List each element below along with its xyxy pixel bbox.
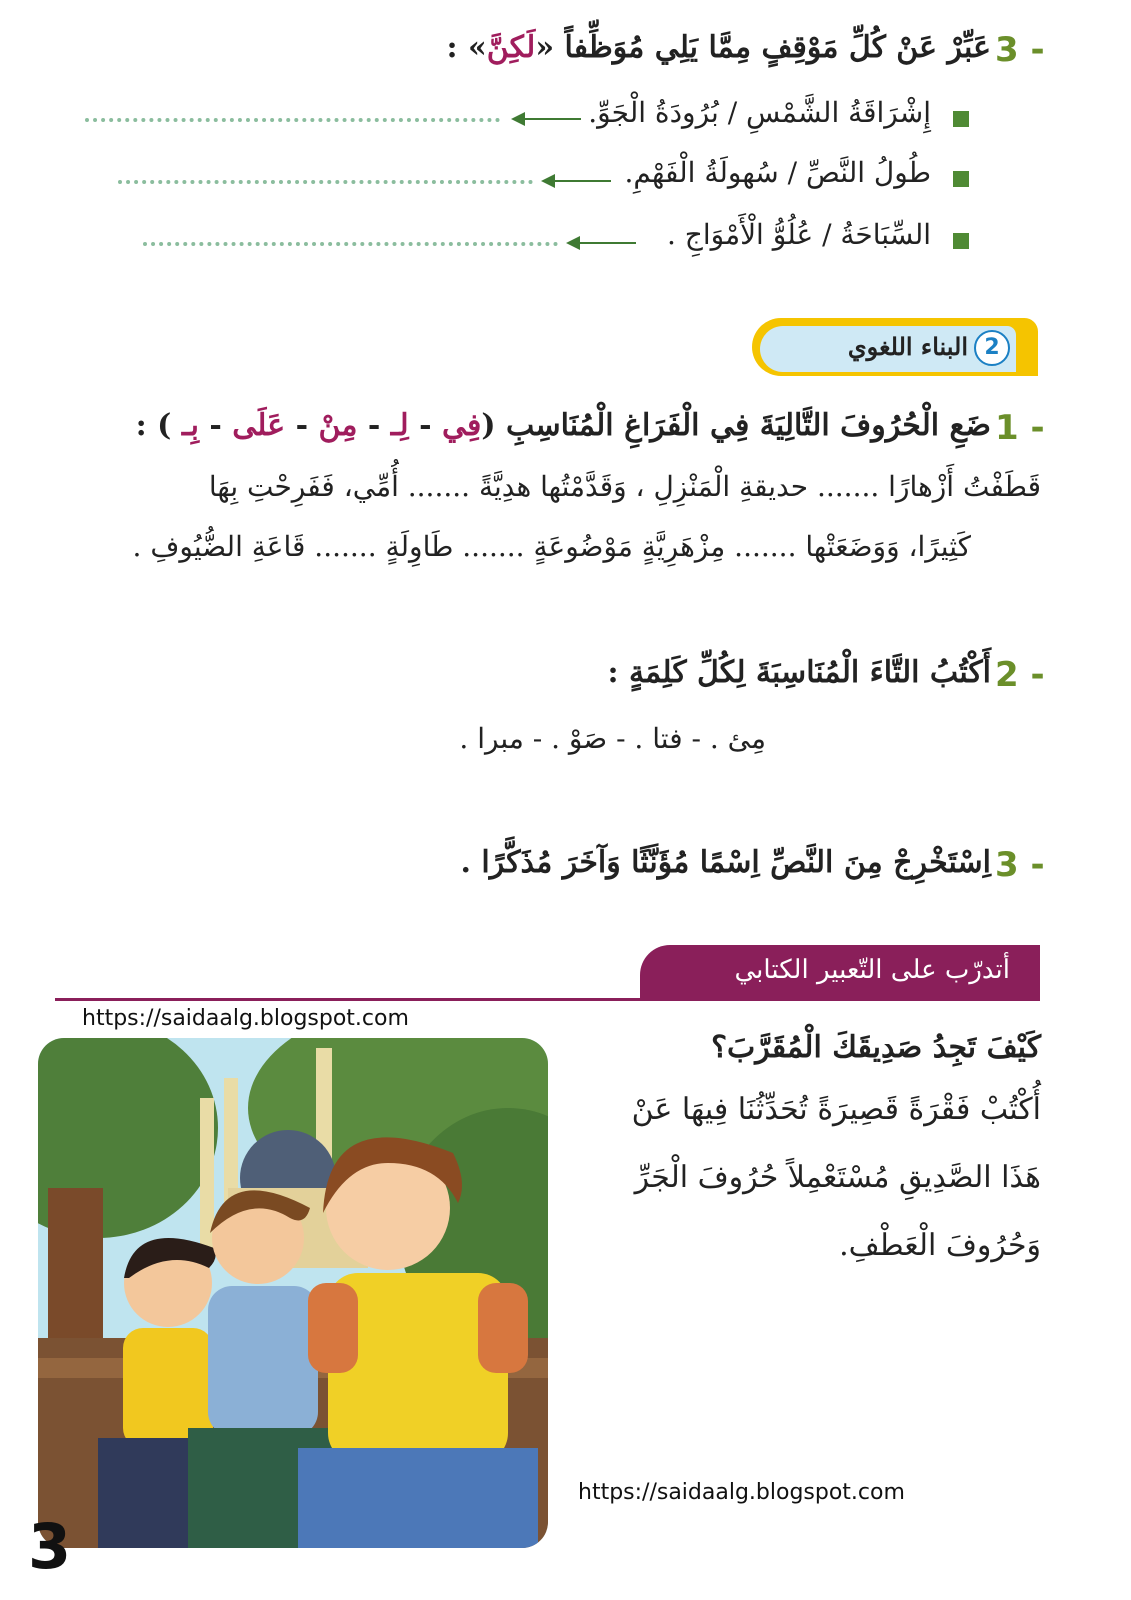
question-text: اِسْتَخْرِجْ مِنَ النَّصِّ اِسْمًا مُؤَنَّثًا وَآخَرَ مُذَكَّرًا . [460, 845, 991, 880]
bullet-icon [953, 111, 969, 127]
section-number-badge: 2 [974, 330, 1010, 366]
page-number: 3 [28, 1510, 72, 1583]
letter-separator: - [408, 408, 443, 443]
blog-url-link[interactable]: https://saidaalg.blogspot.com [82, 1006, 409, 1031]
list-item: السِّبَاحَةُ / عُلُوُّ الْأَمْوَاجِ . [666, 218, 931, 251]
keyword-lakinna: لَكِنَّ [486, 30, 536, 65]
answer-dotted-line[interactable] [85, 118, 500, 122]
question-text [136, 408, 991, 443]
question-number: 3 - [995, 30, 1045, 70]
question-text-tail: ) : [135, 408, 172, 443]
section-title: البناء اللغوي [847, 332, 968, 361]
writing-instruction-line: أُكْتُبْ فَقْرَةً قَصِيرَةً تُحَدِّثُنَا فِيهَا عَنْ [631, 1092, 1041, 1127]
writing-instruction-line: هَذَا الصَّدِيقِ مُسْتَعْمِلاً حُرُوفَ الْجَرِّ [634, 1160, 1041, 1195]
question-text-main: ضَعِ الْحُرُوفَ التَّالِيَةَ فِي الْفَرَاغِ الْمُنَاسِبِ ( [481, 408, 991, 443]
answer-dotted-line[interactable] [118, 180, 533, 184]
question-text: أَكْتُبُ التَّاءَ الْمُنَاسِبَةَ لِكُلِّ كَلِمَةٍ : [607, 655, 991, 690]
word-list: مِئ . - فتا . - صَوْ . - مبرا . [459, 722, 766, 755]
answer-dotted-line[interactable] [143, 242, 558, 246]
list-item: إِشْرَاقَةُ الشَّمْسِ / بُرُودَةُ الْجَوِّ. [588, 96, 931, 129]
letter-separator: - [198, 408, 233, 443]
letter-separator: - [357, 408, 391, 443]
blog-url-link[interactable]: https://saidaalg.blogspot.com [578, 1480, 905, 1505]
question-number: 1 - [995, 408, 1045, 448]
list-item: طُولُ النَّصِّ / سُهولَةُ الْفَهْمِ. [624, 156, 931, 189]
bullet-icon [953, 233, 969, 249]
letter-bi: بِـ [181, 408, 199, 443]
writing-banner [640, 945, 1040, 999]
illustration-friends [38, 1038, 548, 1548]
letter-li: لِـ [390, 408, 409, 443]
fill-blank-line: قَطَفْتُ أَزْهارًا ....... حديقةِ الْمَنْزِلِ ، وَقَدَّمْتُها هدِيَّةً ....... أُمِّي، فَفَرِحْتِ بِهَا [208, 470, 1041, 503]
writing-instruction-line: وَحُرُوفَ الْعَطْفِ. [839, 1228, 1041, 1263]
question-text-tail: » : [446, 30, 487, 65]
arrow-left-icon [568, 242, 636, 244]
friends-illustration-image [38, 1038, 548, 1548]
fill-blank-line: كَثِيرًا، وَوَضَعَتْها ....... مِزْهَرِيَّةٍ مَوْضُوعَةٍ ....... طَاوِلَةٍ ....... قَاعَةِ الضُّيُوفِ . [132, 530, 971, 563]
writing-question: كَيْفَ تَجِدُ صَدِيقَكَ الْمُقَرَّبَ؟ [711, 1030, 1041, 1065]
question-text-main: عَبِّرْ عَنْ كُلِّ مَوْقِفٍ مِمَّا يَلِي مُوَظِّفاً « [535, 30, 991, 65]
arrow-left-icon [543, 180, 611, 182]
bullet-icon [953, 171, 969, 187]
section-badge [752, 318, 1038, 376]
letter-ala: عَلَى [232, 408, 286, 443]
question-text [447, 30, 992, 65]
letter-min: مِنْ [318, 408, 358, 443]
divider [55, 998, 1040, 1001]
letter-separator: - [285, 408, 319, 443]
writing-banner-title: أتدرّب على التّعبير الكتابي [734, 955, 1010, 985]
letter-fi: فِي [442, 408, 482, 443]
question-number: 2 - [995, 655, 1045, 695]
question-number: 3 - [995, 845, 1045, 885]
arrow-left-icon [513, 118, 581, 120]
